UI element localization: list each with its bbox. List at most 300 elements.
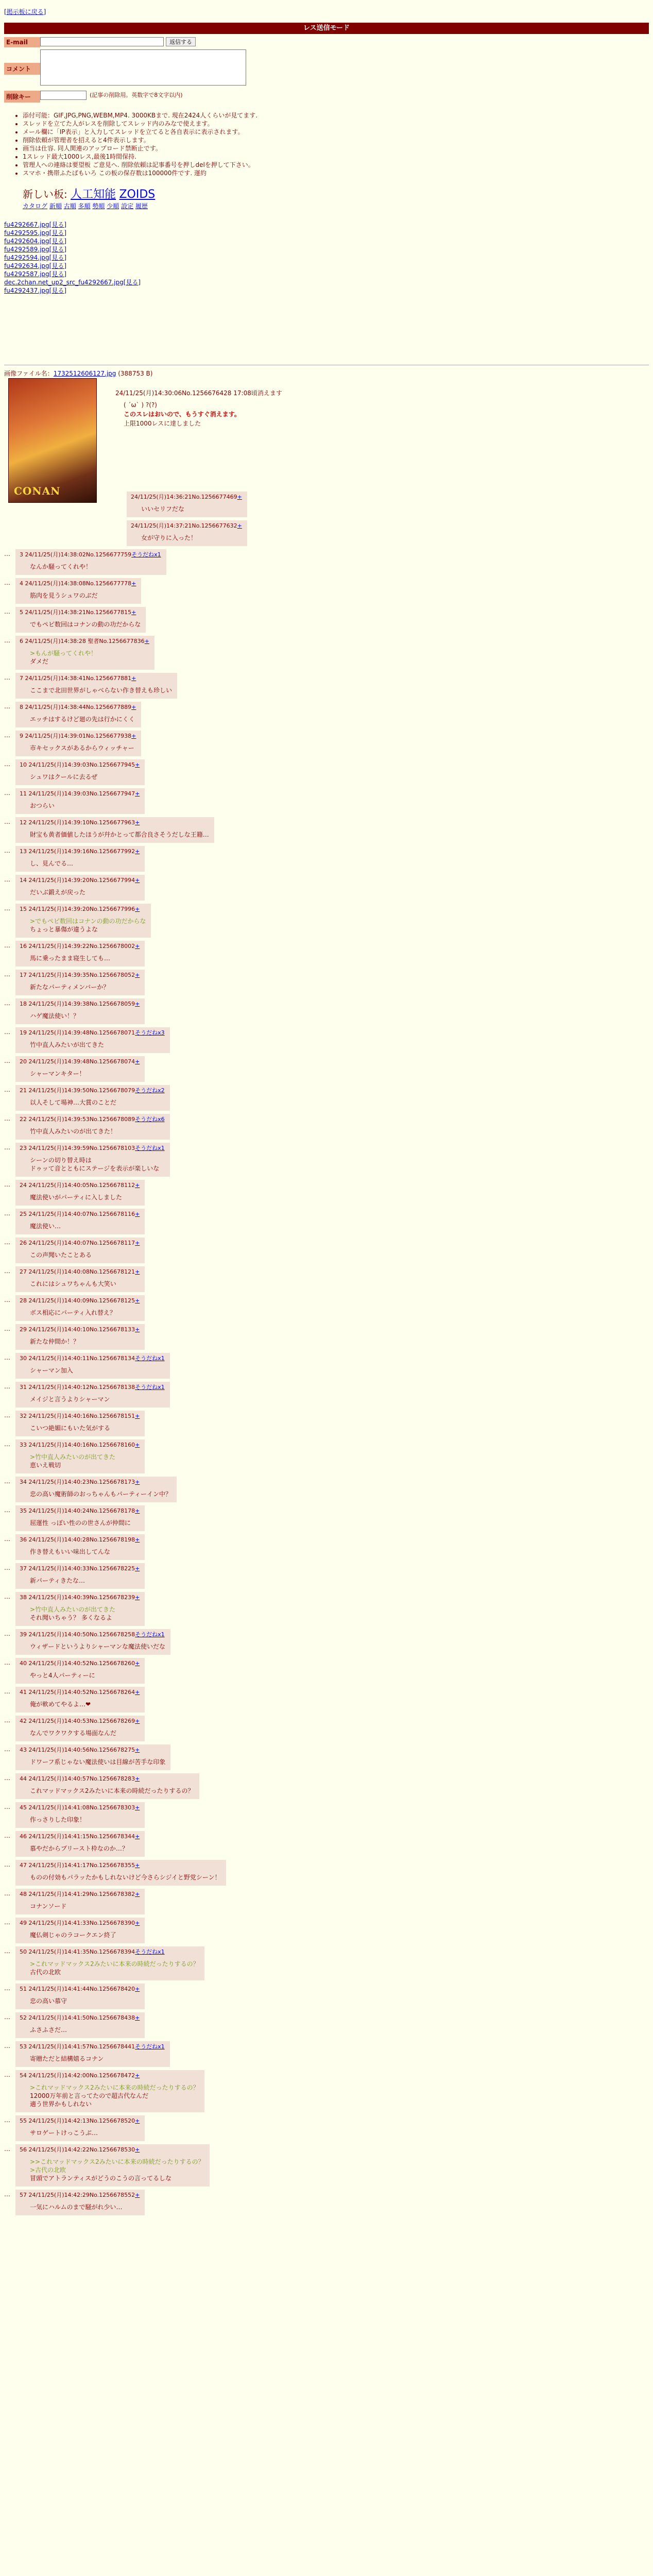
reply-body (30, 1931, 140, 1939)
back-to-board-link[interactable]: [掲示板に戻る] (4, 8, 46, 15)
reply-box (15, 1773, 199, 1799)
op-post (115, 388, 630, 428)
op-aa: ( ´ω` ) ?(?) (124, 401, 157, 409)
sodane-plus-button[interactable]: + (135, 1891, 140, 1897)
reply-text-line: 作き替えもいい味出してんな (30, 1548, 111, 1555)
sodane-button[interactable]: そうだねx1 (131, 551, 161, 558)
reply-meta[interactable]: 20 24/11/25(月)14:39:48No.1256678074 (20, 1058, 135, 1065)
sodane-plus-button[interactable]: + (135, 1594, 140, 1601)
sodane-plus-button[interactable]: + (135, 848, 140, 855)
sodane-plus-button[interactable]: + (135, 906, 140, 912)
reply-marker: … (4, 608, 10, 615)
sodane-plus-button[interactable]: + (135, 1507, 140, 1514)
sodane-plus-button[interactable]: + (135, 1775, 140, 1782)
reply-header (20, 789, 140, 798)
reply-text-line: いいセリフだな (141, 505, 185, 513)
sodane-plus-button[interactable]: + (135, 1442, 140, 1448)
reply-meta[interactable]: 49 24/11/25(月)14:41:33No.1256678390 (20, 1920, 135, 1926)
sodane-plus-button[interactable]: + (135, 877, 140, 884)
reply-meta[interactable]: 52 24/11/25(月)14:41:50No.1256678438 (20, 2014, 135, 2021)
board-nav-link[interactable]: 履歴 (135, 202, 148, 210)
reply-marker: … (4, 1832, 10, 1839)
reply-meta[interactable]: 29 24/11/25(月)14:40:10No.1256678133 (20, 1326, 135, 1333)
reply-text-line: 魔仏剣じゃのラコークエン終了 (30, 1931, 116, 1939)
reply-meta[interactable]: 16 24/11/25(月)14:39:22No.1256678002 (20, 943, 135, 950)
reply-quote-line: >竹中直人みたいのが出てきた (30, 1606, 116, 1613)
reply-body (30, 831, 209, 839)
reply-header (20, 1115, 165, 1123)
reply-meta[interactable]: 38 24/11/25(月)14:40:39No.1256678239 (20, 1594, 135, 1601)
reply-meta[interactable]: 40 24/11/25(月)14:40:52No.1256678260 (20, 1660, 135, 1667)
reply-body (30, 1041, 165, 1049)
reply-body (30, 2158, 204, 2182)
reply-meta[interactable]: 25 24/11/25(月)14:40:07No.1256678116 (20, 1211, 135, 1217)
reply-body (30, 1729, 140, 1737)
sodane-plus-button[interactable]: + (135, 1268, 140, 1275)
reply-meta[interactable]: 39 24/11/25(月)14:40:50No.1256678258 (20, 1631, 135, 1638)
sodane-plus-button[interactable]: + (135, 1747, 140, 1753)
email-field[interactable] (40, 37, 164, 46)
reply-meta[interactable]: 42 24/11/25(月)14:40:53No.1256678269 (20, 1718, 135, 1724)
reply-text-line: メイジと言うよりシャーマン (30, 1396, 110, 1403)
reply-marker: … (4, 942, 10, 949)
reply-body (30, 1012, 140, 1020)
reply-marker: … (4, 579, 10, 586)
reply-header (20, 1267, 140, 1276)
reply-header (20, 732, 136, 740)
op-file-link[interactable]: 1732512606127.jpg (53, 370, 116, 377)
sodane-plus-button[interactable]: + (131, 675, 136, 682)
reply-marker: … (4, 1354, 10, 1361)
reply-body (30, 1902, 140, 1910)
reply-meta[interactable]: 47 24/11/25(月)14:41:17No.1256678355 (20, 1862, 135, 1869)
op-thumbnail[interactable] (8, 378, 97, 503)
reply-text-line: ダメだ (30, 658, 49, 665)
sodane-plus-button[interactable]: + (135, 1718, 140, 1724)
reply-body (30, 649, 149, 666)
op-limit-note: 上限1000レスに達しました (124, 420, 201, 427)
reply-text-line: ドワーフ系じゃない魔法使いは目線が苦手な印象 (30, 1758, 166, 1766)
reply-meta[interactable]: 17 24/11/25(月)14:39:35No.1256678052 (20, 972, 135, 978)
op-post-meta: 24/11/25(月)14:30:06No.1256676428 (115, 389, 232, 397)
reply-header (20, 818, 209, 826)
reply-text-line: 魔法使い… (30, 1223, 61, 1230)
thread-file-link[interactable]: fu4292594.jpg[見る] (4, 254, 67, 261)
thread-file-link[interactable]: fu4292604.jpg[見る] (4, 238, 67, 245)
reply-box (15, 607, 146, 633)
sodane-plus-button[interactable]: + (131, 609, 136, 616)
reply-box (15, 1143, 170, 1177)
reply-text-line: なんか騒ってくれや！ (30, 563, 92, 570)
reply-text-line: 冒頭でアトランティスがどうのこうの言ってるしな (30, 2175, 172, 2182)
sodane-plus-button[interactable]: + (135, 819, 140, 826)
reply-meta[interactable]: 13 24/11/25(月)14:39:16No.1256677992 (20, 848, 135, 855)
reply-text-line: 忠の高い慕守 (30, 1997, 67, 2005)
reply-text-line: おつらい (30, 802, 55, 809)
rule-item: • 添付可能：GIF,JPG,PNG,WEBM,MP4. 3000KBまで. 現在2424人くらいが見てます. (23, 111, 257, 120)
thread-file-link[interactable]: fu4292587.jpg[見る] (4, 270, 67, 278)
thread-file-link[interactable]: fu4292634.jpg[見る] (4, 262, 67, 269)
op-thumbnail-logo: CONAN (14, 485, 61, 497)
reply-header (20, 1919, 140, 1927)
reply-meta[interactable]: 32 24/11/25(月)14:40:16No.1256678151 (20, 1413, 135, 1419)
sodane-plus-button[interactable]: + (135, 2072, 140, 2079)
reply-meta[interactable]: 35 24/11/25(月)14:40:24No.1256678178 (20, 1507, 135, 1514)
sodane-button[interactable]: そうだねx3 (135, 1029, 165, 1036)
board-nav (23, 201, 155, 210)
reply-meta[interactable]: 55 24/11/25(月)14:42:13No.1256678520 (20, 2117, 135, 2124)
reply-marker: … (4, 847, 10, 854)
email-label: E-mail (4, 37, 40, 47)
reply-header (20, 2071, 199, 2079)
board-nav-link[interactable]: 勢順 (92, 202, 105, 210)
reply-meta[interactable]: 22 24/11/25(月)14:39:53No.1256678089 (20, 1116, 135, 1123)
reply-box (15, 759, 145, 785)
reply-meta[interactable]: 41 24/11/25(月)14:40:52No.1256678264 (20, 1689, 135, 1696)
reply-marker: … (4, 2191, 10, 2198)
sodane-plus-button[interactable]: + (131, 704, 136, 710)
reply-text-line: 忠の高い魔術師のおっちゃんもパーティーイン中？ (30, 1490, 172, 1498)
reply-meta[interactable]: 46 24/11/25(月)14:41:15No.1256678344 (20, 1833, 135, 1840)
reply-quote-line: >これマッドマックス2みたいに本来の時続だったりするの？ (30, 1960, 199, 1968)
reply-meta[interactable]: 9 24/11/25(月)14:39:01No.1256677938 (20, 733, 132, 739)
reply-box (15, 1411, 145, 1436)
reply-meta[interactable]: 34 24/11/25(月)14:40:23No.1256678173 (20, 1479, 135, 1485)
reply-text-line: ちょっと暴傷が違うよな (30, 926, 98, 933)
sodane-plus-button[interactable]: + (135, 1536, 140, 1543)
reply-text-line: この声聞いたことある (30, 1251, 92, 1259)
sodane-button[interactable]: そうだねx1 (135, 1145, 165, 1151)
sodane-plus-button[interactable]: + (135, 1058, 140, 1065)
reply-meta[interactable]: 3 24/11/25(月)14:38:02No.1256677759 (20, 551, 132, 558)
sodane-plus-button[interactable]: + (135, 2117, 140, 2124)
reply-marker: … (4, 1181, 10, 1188)
reply-body (30, 1156, 165, 1173)
reply-body (30, 1816, 140, 1824)
reply-text-line: ここまで北田世界がしゃべらない作き替えも珍しい (30, 687, 173, 694)
reply-marker: … (4, 1688, 10, 1695)
reply-meta[interactable]: 27 24/11/25(月)14:40:08No.1256678121 (20, 1268, 135, 1275)
reply-header (20, 1181, 140, 1189)
board-nav-link[interactable]: 多順 (78, 202, 91, 210)
thread-file-link[interactable]: fu4292595.jpg[見る] (4, 229, 67, 236)
new-board-notice (23, 185, 155, 210)
reply-marker: … (4, 1325, 10, 1332)
reply-text-line: 新パーティきたな… (30, 1577, 85, 1584)
reply-body (30, 888, 140, 896)
sodane-button[interactable]: そうだねx1 (135, 1948, 165, 1955)
reply-text-line: ウィザードというよりシャーマンな魔法使いだな (30, 1643, 166, 1650)
sodane-plus-button[interactable]: + (135, 943, 140, 950)
reply-box (15, 846, 145, 872)
reply-text-line: 女が守りに入った！ (141, 534, 197, 541)
sodane-plus-button[interactable]: + (135, 790, 140, 797)
sodane-button[interactable]: そうだねx1 (135, 1631, 165, 1638)
rule-item: • スレッドを立てた人がレスを削除してスレッド内のみなで使えます。 (23, 120, 257, 128)
reply-meta[interactable]: 51 24/11/25(月)14:41:44No.1256678420 (20, 1986, 135, 1992)
thread-file-link[interactable]: fu4292437.jpg[見る] (4, 287, 67, 294)
board-link-zoids[interactable]: ZOIDS (119, 188, 156, 201)
reply-body (30, 954, 140, 962)
sodane-plus-button[interactable]: + (135, 1565, 140, 1572)
board-nav-link[interactable]: 設定 (121, 202, 134, 210)
reply-meta[interactable]: 24/11/25(月)14:37:21No.1256677632 (131, 522, 237, 529)
board-link-ai[interactable]: 人工知能 (71, 188, 116, 201)
reply-text-line: 新たなパーティメンバーか？ (30, 984, 110, 991)
reply-meta[interactable]: 24/11/25(月)14:36:21No.1256677469 (131, 494, 237, 500)
reply-box (127, 520, 247, 546)
reply-body (30, 1453, 140, 1469)
reply-marker: … (4, 1717, 10, 1724)
sodane-button[interactable]: そうだねx6 (135, 1116, 165, 1123)
reply-box (15, 1946, 204, 1980)
reply-body (30, 1193, 140, 1201)
reply-meta[interactable]: 43 24/11/25(月)14:40:56No.1256678275 (20, 1747, 135, 1753)
reply-body (30, 715, 136, 723)
reply-meta[interactable]: 44 24/11/25(月)14:40:57No.1256678283 (20, 1775, 135, 1782)
reply-text-line: 竹中直人みたいのが出てきた！ (30, 1128, 117, 1135)
reply-box (15, 904, 151, 938)
reply-meta[interactable]: 31 24/11/25(月)14:40:12No.1256678138 (20, 1384, 135, 1391)
reply-marker: … (4, 674, 10, 681)
reply-meta[interactable]: 10 24/11/25(月)14:39:03No.1256677945 (20, 761, 135, 768)
reply-body (30, 1127, 165, 1136)
reply-header (20, 1325, 140, 1333)
reply-text-line: 適う世界かもしれない (30, 2100, 92, 2108)
reply-body (30, 1548, 140, 1556)
reply-body (30, 1337, 140, 1346)
reply-meta[interactable]: 7 24/11/25(月)14:38:41No.1256677881 (20, 675, 132, 682)
sodane-plus-button[interactable]: + (135, 2014, 140, 2021)
sodane-plus-button[interactable]: + (131, 580, 136, 587)
reply-text-line: 俺が軟めてやるよ…❤ (30, 1701, 91, 1708)
reply-body (30, 859, 140, 868)
reply-body (30, 1844, 140, 1853)
sodane-plus-button[interactable]: + (135, 761, 140, 768)
sodane-plus-button[interactable]: + (237, 494, 242, 500)
reply-body (30, 744, 136, 752)
reply-header (20, 1506, 140, 1515)
reply-box (15, 1209, 145, 1234)
reply-text-line: 寄贈ただと結構嬉るコナン (30, 2055, 104, 2062)
reply-body (30, 1671, 140, 1680)
reply-marker: … (4, 876, 10, 883)
sodane-plus-button[interactable]: + (135, 1240, 140, 1246)
reply-text-line: 馬に乗ったまま寝生しても… (30, 955, 111, 962)
reply-box (15, 1382, 170, 1408)
reply-box (127, 492, 247, 517)
reply-body (30, 620, 141, 629)
board-nav-link[interactable]: 新順 (49, 202, 62, 210)
sodane-plus-button[interactable]: + (135, 2192, 140, 2198)
reply-body (30, 2083, 199, 2108)
reply-box (15, 1658, 145, 1684)
sodane-plus-button[interactable]: + (135, 1986, 140, 1992)
reply-marker: … (4, 2145, 10, 2153)
reply-body (30, 1758, 165, 1766)
comment-row (4, 49, 649, 86)
reply-box (15, 2070, 204, 2112)
reply-meta[interactable]: 21 24/11/25(月)14:39:50No.1256678079 (20, 1087, 135, 1094)
board-nav-link[interactable]: 古順 (63, 202, 76, 210)
reply-meta[interactable]: 53 24/11/25(月)14:41:57No.1256678441 (20, 2043, 135, 2050)
reply-meta[interactable]: 30 24/11/25(月)14:40:11No.1256678134 (20, 1355, 135, 1362)
reply-box (15, 2012, 145, 2038)
reply-meta[interactable]: 54 24/11/25(月)14:42:00No.1256678472 (20, 2072, 135, 2079)
sodane-plus-button[interactable]: + (135, 1182, 140, 1189)
reply-body (30, 1309, 140, 1317)
reply-meta[interactable]: 48 24/11/25(月)14:41:29No.1256678382 (20, 1891, 135, 1897)
board-nav-link[interactable]: カタログ (23, 202, 48, 210)
reply-text-line: シーンの切り替え時は (30, 1157, 92, 1164)
delkey-field[interactable] (40, 91, 87, 100)
reply-header (20, 1861, 221, 1869)
reply-meta[interactable]: 56 24/11/25(月)14:42:22No.1256678530 (20, 2146, 135, 2153)
reply-header (20, 1593, 140, 1601)
reply-meta[interactable]: 4 24/11/25(月)14:38:08No.1256677778 (20, 580, 132, 587)
reply-meta[interactable]: 12 24/11/25(月)14:39:10No.1256677963 (20, 819, 135, 826)
sodane-plus-button[interactable]: + (135, 1660, 140, 1667)
reply-quote-line: >これマッドマックス2みたいに本来の時続だったりするの？ (30, 2084, 199, 2091)
reply-meta[interactable]: 18 24/11/25(月)14:39:38No.1256678059 (20, 1001, 135, 1007)
reply-meta[interactable]: 19 24/11/25(月)14:39:48No.1256678071 (20, 1029, 135, 1036)
reply-text-line: 一気にハルムのまで騒がれ少い… (30, 2204, 123, 2211)
reply-text-line: 新たな仲間か！？ (30, 1338, 80, 1345)
sodane-plus-button[interactable]: + (135, 1862, 140, 1869)
reply-text-line: コナンソード (30, 1903, 67, 1910)
file-label: 画像ファイル名： (4, 370, 54, 377)
sodane-button[interactable]: そうだねx1 (135, 2043, 165, 2050)
sodane-plus-button[interactable]: + (135, 1001, 140, 1007)
reply-header (20, 2116, 140, 2125)
sodane-plus-button[interactable]: + (135, 1479, 140, 1485)
reply-text-line: 竹中直人みたいが出てきた (30, 1041, 105, 1048)
reply-text-line: だいぶ鍛えが戻った (30, 889, 86, 896)
reply-body (30, 686, 172, 694)
reply-box (15, 1534, 145, 1560)
reply-body (30, 1642, 165, 1651)
sodane-plus-button[interactable]: + (135, 1920, 140, 1926)
reply-header (20, 2191, 140, 2199)
sodane-button[interactable]: そうだねx1 (135, 1384, 165, 1391)
reply-marker: … (4, 2071, 10, 2078)
sodane-plus-button[interactable]: + (237, 522, 242, 529)
submit-button[interactable]: 返信する (166, 37, 196, 46)
reply-marker: … (4, 1659, 10, 1666)
reply-meta[interactable]: 45 24/11/25(月)14:41:08No.1256678303 (20, 1804, 135, 1811)
reply-body (30, 2203, 140, 2211)
sodane-plus-button[interactable]: + (135, 1804, 140, 1811)
reply-marker: … (4, 1144, 10, 1151)
reply-text-line: ボス相応にパーティ入れ替え？ (30, 1309, 116, 1316)
reply-header (20, 1803, 140, 1811)
reply-meta[interactable]: 36 24/11/25(月)14:40:28No.1256678198 (20, 1536, 135, 1543)
reply-box (15, 731, 141, 756)
sodane-button[interactable]: そうだねx1 (135, 1355, 165, 1362)
sodane-button[interactable]: そうだねx2 (135, 1087, 165, 1094)
reply-text-line: でもペピ数回はコナンの動の功だからな (30, 621, 141, 628)
reply-body (30, 1490, 171, 1498)
sodane-plus-button[interactable]: + (144, 638, 149, 645)
reply-meta[interactable]: 33 24/11/25(月)14:40:16No.1256678160 (20, 1442, 135, 1448)
reply-header (20, 579, 136, 587)
reply-body (30, 1605, 140, 1622)
rule-item: • 管理人への連絡は要望板 ご意見へ. 削除依頼は記事番号を押しdelを押して下さい。 (23, 161, 257, 169)
rule-item: • 画当は仕容. 同人関連のアップロード禁断止です。 (23, 144, 257, 152)
reply-header (131, 521, 242, 530)
thread-file-link[interactable]: dec.2chan.net_up2_src_fu4292667.jpg[見る] (4, 279, 141, 286)
reply-marker: … (4, 1593, 10, 1600)
sodane-plus-button[interactable]: + (135, 2146, 140, 2153)
reply-body (141, 534, 242, 542)
reply-box (15, 1802, 145, 1828)
reply-meta[interactable]: 57 24/11/25(月)14:42:29No.1256678552 (20, 2192, 135, 2198)
reply-box (15, 817, 214, 843)
reply-header (20, 1296, 140, 1304)
new-board-prefix: 新しい板: (23, 188, 67, 200)
reply-body (30, 1366, 165, 1375)
reply-header (20, 1057, 140, 1065)
reply-marker: … (4, 1535, 10, 1543)
thread-file-link[interactable]: fu4292667.jpg[見る] (4, 221, 67, 228)
reply-marker: … (4, 1239, 10, 1246)
reply-header (20, 1659, 140, 1667)
sodane-plus-button[interactable]: + (131, 733, 136, 739)
sodane-plus-button[interactable]: + (135, 1326, 140, 1333)
reply-meta[interactable]: 6 24/11/25(月)14:38:28 聖者No.1256677836 (20, 638, 145, 645)
sodane-plus-button[interactable]: + (135, 972, 140, 978)
reply-box (15, 1439, 145, 1473)
reply-meta[interactable]: 37 24/11/25(月)14:40:33No.1256678225 (20, 1565, 135, 1572)
sodane-plus-button[interactable]: + (135, 1211, 140, 1217)
sodane-plus-button[interactable]: + (135, 1413, 140, 1419)
reply-meta[interactable]: 24 24/11/25(月)14:40:05No.1256678112 (20, 1182, 135, 1189)
reply-text-line: ハゲ魔法使い！？ (30, 1012, 80, 1020)
reply-header (20, 1354, 165, 1362)
reply-header (20, 876, 140, 884)
reply-box (15, 1984, 145, 2009)
sodane-plus-button[interactable]: + (135, 1833, 140, 1840)
reply-box (15, 673, 177, 699)
reply-meta[interactable]: 50 24/11/25(月)14:41:35No.1256678394 (20, 1948, 135, 1955)
comment-field[interactable] (40, 49, 246, 86)
reply-header (20, 1144, 165, 1152)
reply-meta[interactable]: 8 24/11/25(月)14:38:44No.1256677889 (20, 704, 132, 710)
reply-marker: … (4, 1861, 10, 1868)
reply-quote-line: >>これマッドマックス2みたいに本来の時続だったりするの？ (30, 2158, 204, 2165)
sodane-plus-button[interactable]: + (135, 1689, 140, 1696)
board-nav-link[interactable]: 少順 (107, 202, 119, 210)
reply-box (15, 1744, 170, 1770)
sodane-plus-button[interactable]: + (135, 1297, 140, 1304)
reply-header (20, 1717, 140, 1725)
reply-meta[interactable]: 5 24/11/25(月)14:38:21No.1256677815 (20, 609, 132, 616)
reply-body (30, 1873, 221, 1882)
reply-meta[interactable]: 11 24/11/25(月)14:39:03No.1256677947 (20, 790, 135, 797)
reply-header (20, 1535, 140, 1544)
reply-meta[interactable]: 14 24/11/25(月)14:39:20No.1256677994 (20, 877, 135, 884)
reply-quote-line: >もんが騒ってくれや！ (30, 650, 97, 657)
reply-text-line: ドゥッて音とともにステージを表示が楽しいな (30, 1165, 160, 1172)
reply-meta[interactable]: 23 24/11/25(月)14:39:59No.1256678103 (20, 1145, 135, 1151)
reply-meta[interactable]: 26 24/11/25(月)14:40:07No.1256678117 (20, 1240, 135, 1246)
reply-meta[interactable]: 15 24/11/25(月)14:39:20No.1256677996 (20, 906, 135, 912)
reply-meta[interactable]: 28 24/11/25(月)14:40:09No.1256678125 (20, 1297, 135, 1304)
reply-box (15, 1295, 145, 1321)
reply-header (20, 608, 141, 616)
reply-box (15, 1056, 145, 1082)
thread-file-link[interactable]: fu4292589.jpg[見る] (4, 246, 67, 253)
